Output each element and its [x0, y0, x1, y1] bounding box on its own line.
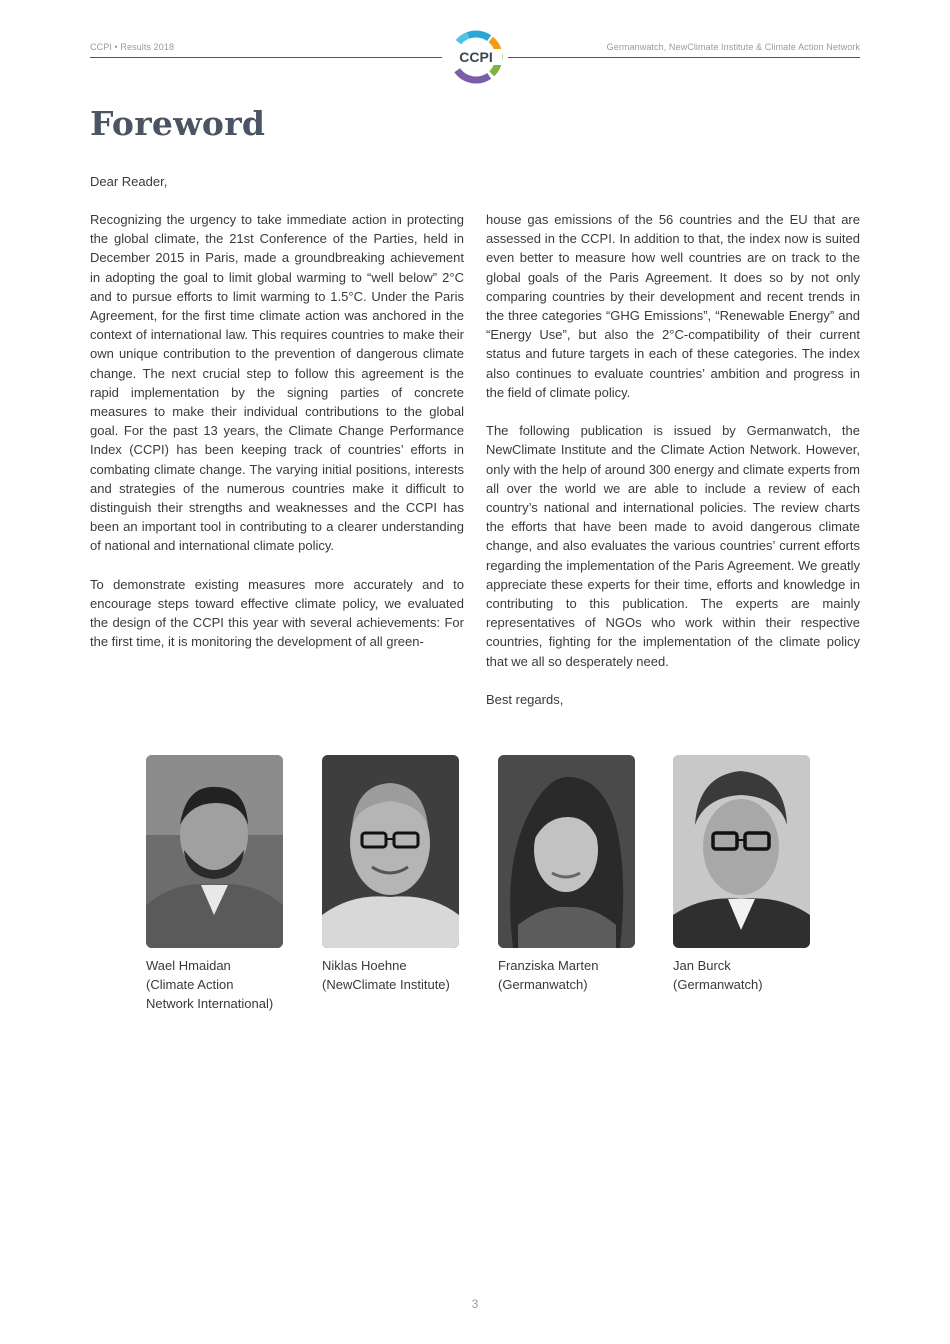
left-paragraph-1: Recognizing the urgency to take immediate action in protecting the global climate, the 21st Conference of the Parties, held in December 2015 in Paris, made a groundbreaking achievement in adopting the goal to limit global warming to “well below” 2°C and to pursue efforts to limit warming to 1.5°C. Under the Paris Agreement, for the first time climate action was anchored in the context of international law. This requires countries to make their own unique contribution to the prevention of dangerous climate change. The next crucial step to follow this agreement is the rapid implementation by the signing parties of concrete measures to make their individual contributions to the global goal. For the past 13 years, the Climate Change Performance Index (CCPI) has been keeping track of countries’ efforts in combating climate change. The varying initial positions, interests and strategies of the numerous countries make it difficult to distinguish their strengths and weaknesses and the CCPI has been an important tool in contributing to a clearer understanding of national and international climate policy. [90, 212, 464, 554]
salutation: Dear Reader, [90, 174, 168, 189]
left-column [90, 210, 464, 671]
ccpi-logo [444, 28, 508, 86]
left-paragraph-2: To demonstrate existing measures more accurately and to encourage steps toward effective climate policy, we evaluated the design of the CCPI this year with several achievements: For the first time, it is monitoring the development of all green- [90, 576, 464, 650]
person-name: Franziska Marten [498, 958, 599, 973]
header-left-text: CCPI • Results 2018 [90, 42, 175, 52]
header-right-text: Germanwatch, NewClimate Institute & Climate Action Network [606, 42, 860, 52]
right-column [486, 210, 860, 728]
portrait-photo [322, 755, 459, 948]
person-card [146, 755, 284, 1013]
person-card [322, 755, 460, 994]
person-organization: (Germanwatch) [673, 977, 763, 992]
portrait-photo [146, 755, 283, 948]
portrait-photo [673, 755, 810, 948]
person-organization: (NewClimate Institute) [322, 977, 450, 992]
person-organization: (Climate Action Network International) [146, 977, 274, 1011]
page-number: 3 [471, 1297, 479, 1311]
person-name: Jan Burck [673, 958, 731, 973]
person-card [498, 755, 636, 994]
person-card [673, 755, 811, 994]
closing: Best regards, [486, 692, 564, 708]
person-name: Niklas Hoehne [322, 958, 407, 973]
portrait-photo [498, 755, 635, 948]
right-paragraph-2: The following publication is issued by Germanwatch, the NewClimate Institute and the Climate Action Network. However, only with the help of around 300 energy and climate experts from all over the world we are able to include a review of each country’s national and international policies. The review charts the efforts that have been made to avoid dangerous climate change, and also evaluates the various countries’ current efforts regarding the implementation of the Paris Agreement. We greatly appreciate these experts for their time, efforts and knowledge in contributing to this publication. The experts are mainly representatives of NGOs who work within their respective countries, fighting for the implementation of the climate policy that we all so desperately need. [486, 423, 860, 669]
header-rule-left [90, 57, 442, 58]
person-organization: (Germanwatch) [498, 977, 588, 992]
logo-text: CCPI [459, 49, 493, 65]
person-name: Wael Hmaidan [146, 958, 231, 973]
right-paragraph-1: house gas emissions of the 56 countries and the EU that are assessed in the CCPI. In addition to that, the index now is suited even better to measure how well countries are on track to the global goals of the Paris Agreement. It does so by not only comparing countries by their development and recent trends in the three categories “GHG Emissions”, “Renewable Energy” and “Energy Use”, but also the 2°C-compatibility of their current status and future targets in each of these categories. The index also continues to evaluate countries’ ambition and progress in the field of climate policy. [486, 212, 860, 400]
page-title: Foreword [90, 104, 266, 143]
header-rule-right [508, 57, 860, 58]
